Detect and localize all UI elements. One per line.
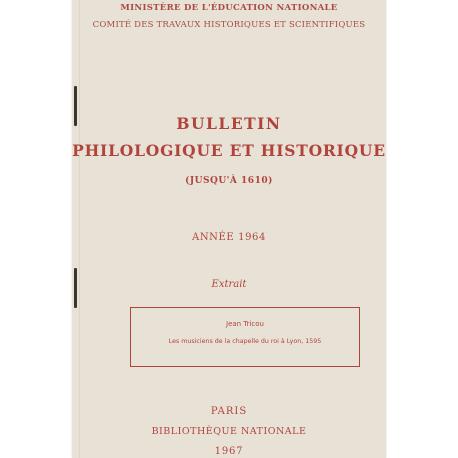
- booklet-cover: [72, 0, 386, 458]
- publication-city: PARIS: [210, 406, 248, 417]
- committee-heading: COMITÉ DES TRAVAUX HISTORIQUES ET SCIENTIFIQUES: [92, 20, 366, 30]
- article-author: Jean Tricou: [226, 320, 264, 328]
- subtitle: (JUSQU'À 1610): [185, 176, 273, 186]
- ministry-heading: MINISTÈRE DE L'ÉDUCATION NATIONALE: [120, 3, 338, 13]
- article-box: [130, 307, 360, 367]
- title-line-1: BULLETIN: [176, 114, 282, 133]
- publisher: BIBLIOTHÈQUE NATIONALE: [151, 426, 307, 437]
- spine-fold: [79, 0, 81, 458]
- extract-label: Extrait: [211, 279, 247, 290]
- volume-year: ANNÉE 1964: [192, 232, 266, 243]
- article-title: Les musiciens de la chapelle du roi à Lyon, 1595: [168, 338, 322, 345]
- title-line-2: PHILOLOGIQUE ET HISTORIQUE: [72, 141, 386, 160]
- publication-year: 1967: [214, 446, 244, 457]
